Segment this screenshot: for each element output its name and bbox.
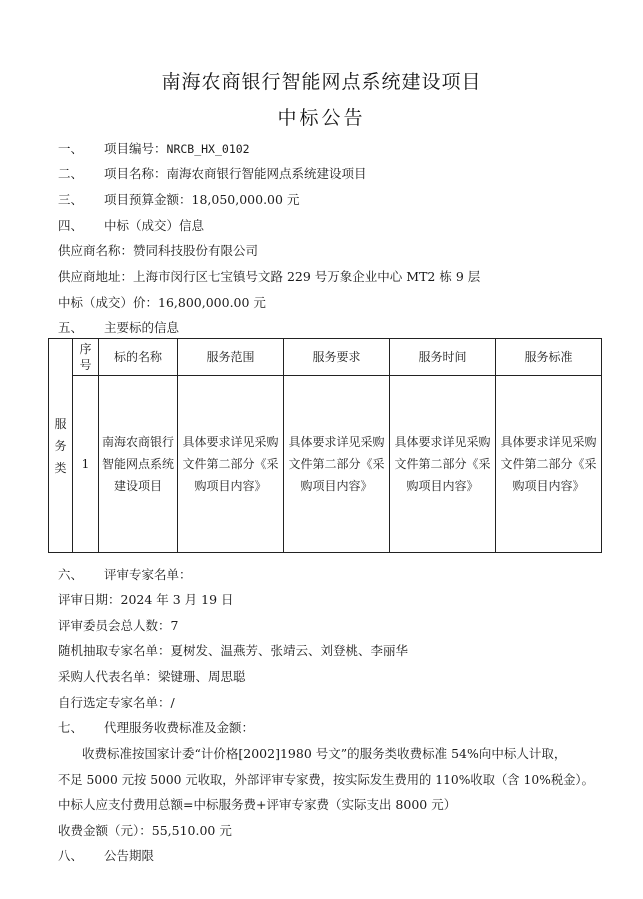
document-title: 南海农商银行智能网点系统建设项目	[161, 71, 482, 93]
section-number: 五、	[58, 320, 84, 335]
section-label: 评审专家名单：	[104, 567, 192, 582]
section-number: 六、	[58, 567, 84, 582]
section-label: 主要标的信息	[104, 320, 180, 335]
self-selected-experts: 自行选定专家名单：/	[58, 695, 175, 710]
section-fee	[58, 718, 254, 736]
row-std: 具体要求详见采购文件第二部分《采购项目内容》	[496, 376, 602, 553]
table-row	[49, 376, 602, 553]
section-label: 项目编号：	[104, 141, 167, 156]
row-req: 具体要求详见采购文件第二部分《采购项目内容》	[284, 376, 390, 553]
section-label: 代理服务收费标准及金额：	[104, 720, 255, 735]
header-seq: 序号	[73, 339, 99, 376]
fee-amount: 收费金额（元）：55,510.00 元	[58, 823, 232, 838]
project-number-value: NRCB_HX_0102	[166, 142, 250, 156]
purchaser-reps: 采购人代表名单：梁键珊、周思聪	[58, 669, 246, 684]
section-number: 四、	[58, 218, 84, 233]
row-seq: 1	[73, 376, 99, 553]
section-project-number	[58, 139, 250, 157]
fee-paragraph-2: 不足 5000 元按 5000 元收取，外部评审专家费，按实际发生费用的 110%收取（含 10%税金）。	[58, 773, 594, 787]
supplier-name: 供应商名称：赞同科技股份有限公司	[58, 243, 259, 258]
section-label: 项目预算金额：	[104, 192, 192, 207]
budget-value: 18,050,000.00 元	[191, 192, 300, 207]
fee-paragraph-3: 中标人应支付费用总额=中标服务费+评审专家费（实际支出 8000 元）	[58, 797, 457, 812]
section-label: 公告期限	[104, 848, 155, 863]
row-scope: 具体要求详见采购文件第二部分《采购项目内容》	[178, 376, 284, 553]
section-number: 一、	[58, 141, 84, 156]
committee-total: 评审委员会总人数：7	[58, 618, 179, 633]
section-label: 中标（成交）信息	[104, 218, 205, 233]
table-header-row	[49, 339, 602, 376]
header-req: 服务要求	[284, 339, 390, 376]
subject-table	[48, 338, 602, 553]
section-award-info	[58, 216, 204, 234]
section-label: 项目名称：	[104, 166, 167, 181]
category-label: 服务类	[54, 416, 67, 475]
row-time: 具体要求详见采购文件第二部分《采购项目内容》	[390, 376, 496, 553]
supplier-address: 供应商地址：上海市闵行区七宝镇号文路 229 号万象企业中心 MT2 栋 9 层	[58, 269, 481, 284]
header-name: 标的名称	[99, 339, 178, 376]
section-experts	[58, 565, 192, 583]
header-std: 服务标准	[496, 339, 602, 376]
section-number: 八、	[58, 848, 84, 863]
fee-paragraph-1: 收费标准按国家计委“计价格[2002]1980 号文”的服务类收费标准 54%向中标人计取，	[82, 746, 567, 761]
section-number: 三、	[58, 192, 84, 207]
header-scope: 服务范围	[178, 339, 284, 376]
review-date: 评审日期：2024 年 3 月 19 日	[58, 592, 234, 607]
document-subtitle: 中标公告	[277, 107, 366, 129]
header-time: 服务时间	[390, 339, 496, 376]
random-experts: 随机抽取专家名单：夏树发、温燕芳、张靖云、刘登桃、李丽华	[58, 643, 409, 658]
project-name-value: 南海农商银行智能网点系统建设项目	[166, 166, 367, 181]
section-number: 七、	[58, 720, 84, 735]
section-main-subject	[58, 318, 179, 336]
category-cell	[49, 339, 73, 553]
section-project-name	[58, 164, 367, 182]
award-price: 中标（成交）价：16,800,000.00 元	[58, 295, 266, 310]
row-name: 南海农商银行智能网点系统建设项目	[99, 376, 178, 553]
section-budget	[58, 190, 299, 208]
section-notice-period	[58, 846, 154, 864]
section-number: 二、	[58, 166, 84, 181]
